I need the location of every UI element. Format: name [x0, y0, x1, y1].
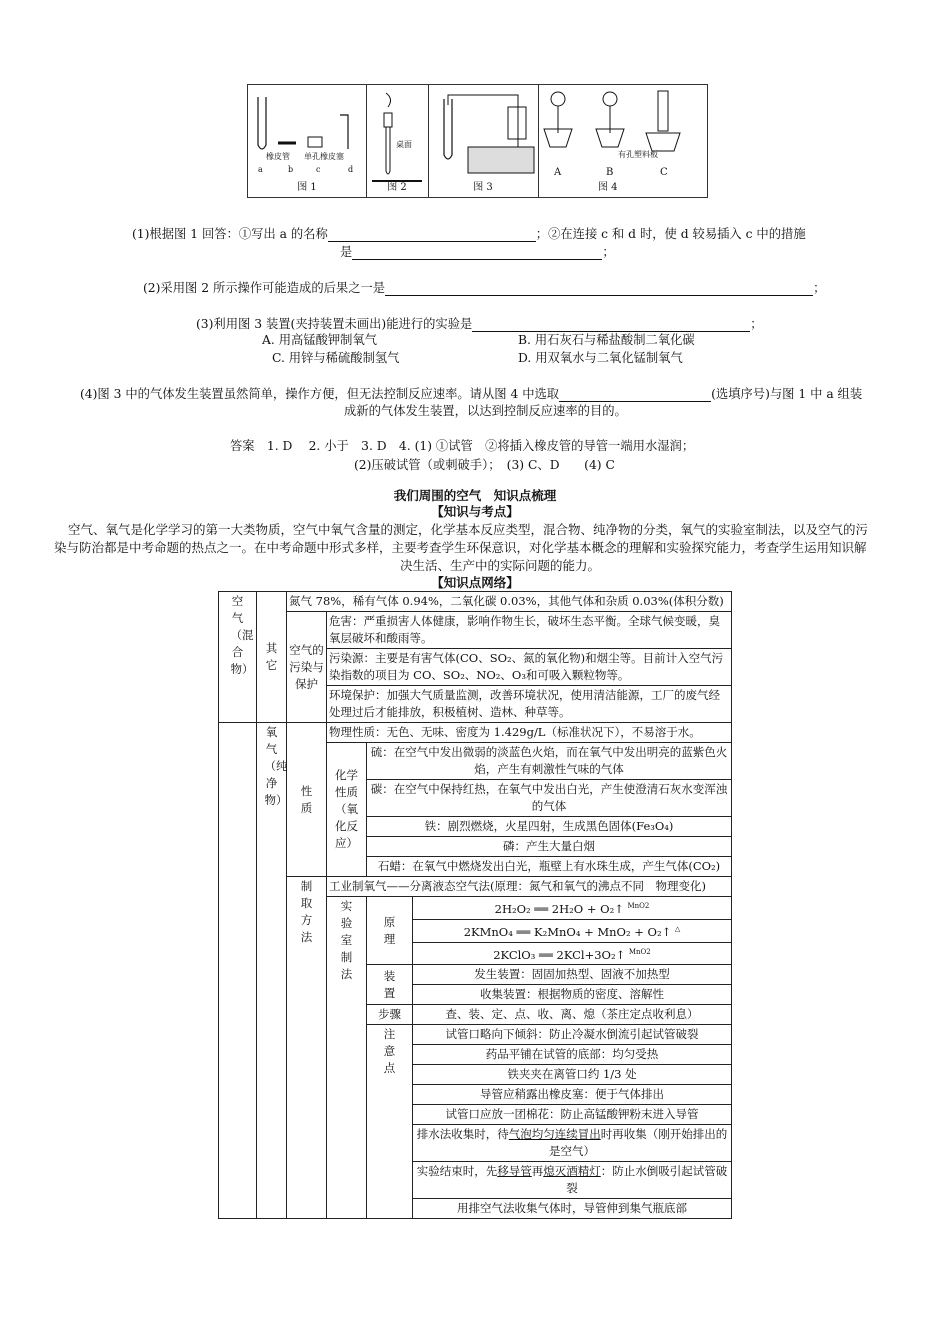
figure-2-panel: [366, 85, 429, 197]
label-plastic-plate: 有孔塑料板: [618, 150, 658, 159]
industrial-cell: 工业制氧气——分离液态空气法(原理：氮气和氧气的沸点不同 物理变化): [327, 877, 732, 897]
device-2-cell: 收集装置：根据物质的密度、溶解性: [413, 985, 732, 1005]
answer-blank-1a[interactable]: [328, 229, 536, 242]
principle-label-cell: 原理: [367, 897, 413, 965]
figure-3-caption: 图 3: [473, 182, 493, 193]
option-b: B. 用石灰石与稀盐酸制二氧化碳: [518, 333, 695, 347]
harm-cell: 危害：严重损害人体健康，影响作物生长，破坏生态平衡。全球气候变暖，臭氧层破坏和酸雨等。: [327, 612, 732, 649]
label-B: B: [606, 167, 614, 178]
note-2-cell: 药品平铺在试管的底部：均匀受热: [413, 1045, 732, 1065]
protect-cell: 环境保护：加强大气质量监测，改善环境状况，使用清洁能源，工厂的废气经处理过后才能排放，积极植树、造林、种草等。: [327, 686, 732, 723]
question-1-cont: 是 ；: [340, 245, 615, 259]
option-a: A. 用高锰酸钾制氧气: [262, 333, 378, 347]
equation-3-cell: 2KClO₃ ══ 2KCl+3O₂↑ $^{MnO2}$: [413, 942, 732, 965]
answer-blank-1b[interactable]: [352, 247, 602, 260]
carbon-cell: 碳：在空气中保持红热，在氧气中发出白光，产生使澄清石灰水变浑浊的气体: [367, 780, 732, 817]
intro-line-1: 空气、氧气是化学学习的第一大类物质，空气中氧气含量的测定，化学基本反应类型，混合物、纯净物的分类，氧气的实验室制法，以及空气的污: [68, 522, 869, 537]
figure-4-drawing: [538, 85, 707, 197]
question-1: (1)根据图 1 回答：①写出 a 的名称 ；②在连接 c 和 d 时，使 d 较易插入 c 中的措施: [132, 227, 806, 241]
table-row: [219, 723, 732, 743]
question-3: (3)利用图 3 装置(夹持装置未画出)能进行的实验是 ；: [196, 317, 763, 331]
note-5-cell: 试管口应放一团棉花：防止高锰酸钾粉末进入导管: [413, 1105, 732, 1125]
equation-1-cell: 2H₂O₂ ══ 2H₂O + O₂↑ $^{MnO2}$: [413, 897, 732, 920]
table-row: [219, 877, 732, 897]
note-8-cell: 用排空气法收集气体时，导管伸到集气瓶底部: [413, 1199, 732, 1219]
note-1-cell: 试管口略向下倾斜：防止冷凝水倒流引起试管破裂: [413, 1025, 732, 1045]
figure-1-caption: 图 1: [297, 182, 317, 193]
answer-key-line1: 答案 1. D 2. 小于 3. D 4. (1) ①试管 ②将插入橡皮管的导管一端用水湿润；: [230, 439, 695, 453]
label-b: b: [288, 165, 294, 174]
wax-cell: 石蜡：在氧气中燃烧发出白光，瓶壁上有水珠生成，产生气体(CO₂): [367, 857, 732, 877]
note-3-cell: 铁夹夹在离管口约 1/3 处: [413, 1065, 732, 1085]
question-4-cont: 成新的气体发生装置，以达到控制反应速率的目的。: [344, 404, 627, 418]
notes-label-cell: 注意点: [367, 1025, 413, 1219]
figure-4-panel: [538, 85, 707, 197]
air-label-cell: 空气（混合物）: [219, 592, 257, 723]
device-1-cell: 发生装置：固固加热型、固液不加热型: [413, 965, 732, 985]
figure-4-caption: 图 4: [598, 182, 618, 193]
other-label-cell: 其它: [257, 592, 287, 723]
note-6-cell: 排水法收集时，待气泡均匀连续冒出时再收集（刚开始排出的是空气）: [413, 1125, 732, 1162]
phosphorus-cell: 磷：产生大量白烟: [367, 837, 732, 857]
composition-cell: 氮气 78%，稀有气体 0.94%，二氧化碳 0.03%，其他气体和杂质 0.03%(体积分数): [287, 592, 732, 612]
apparatus-figure: [247, 84, 708, 198]
source-cell: 污染源：主要是有害气体(CO、SO₂、氮的氧化物)和烟尘等。目前计入空气污染指数的项目为 CO、SO₂、NO₂、O₃和可吸入颗粒物等。: [327, 649, 732, 686]
equation-2-cell: 2KMnO₄ ══ K₂MnO₄ + MnO₂ + O₂↑ △: [413, 919, 732, 942]
answer-key-line2: (2)压破试管（或刺破手）； (3) C、D (4) C: [354, 458, 615, 472]
label-table: 桌面: [396, 140, 412, 149]
lab-label-cell: 实验室制法: [327, 897, 367, 1219]
table-row: [219, 592, 732, 612]
air-spacer-cell: [219, 723, 257, 1219]
label-C: C: [660, 167, 668, 178]
option-c: C. 用锌与稀硫酸制氢气: [272, 351, 400, 365]
label-stopper: 单孔橡皮塞: [304, 152, 344, 161]
iron-cell: 铁：剧烈燃烧，火星四射，生成黑色固体(Fe₃O₄): [367, 817, 732, 837]
sulfur-cell: 硫：在空气中发出微弱的淡蓝色火焰，而在氧气中发出明亮的蓝紫色火焰，产生有刺激性气味的气体: [367, 743, 732, 780]
table-row: [219, 612, 732, 649]
question-4: (4)图 3 中的气体发生装置虽然简单，操作方便，但无法控制反应速率。请从图 4 中选取 (选填序号)与图 1 中 a 组装: [80, 387, 863, 401]
figure-2-caption: 图 2: [387, 182, 407, 193]
figure-3-panel: [428, 85, 539, 197]
section-title: 我们周围的空气 知识点梳理: [393, 488, 557, 503]
intro-line-2: 染与防治都是中考命题的热点之一。在中考命题中形式多样，主要考查学生环保意识，对化学基本概念的理解和实验探究能力，考查学生运用知识解: [54, 540, 867, 555]
chemical-label-cell: 化学性质（氧化反应）: [327, 743, 367, 877]
note-7-cell: 实验结束时，先移导管再熄灭酒精灯：防止水倒吸引起试管破裂: [413, 1162, 732, 1199]
label-c: c: [316, 165, 321, 174]
steps-label-cell: 步骤: [367, 1005, 413, 1025]
pollution-label-cell: 空气的污染与保护: [287, 612, 327, 723]
device-label-cell: 装置: [367, 965, 413, 1005]
label-d: d: [348, 165, 354, 174]
section-subtitle-knowledge: 【知识与考点】: [431, 504, 519, 519]
prep-label-cell: 制取方法: [287, 877, 327, 1219]
note-4-cell: 导管应稍露出橡皮塞：便于气体排出: [413, 1085, 732, 1105]
knowledge-table: [218, 591, 732, 1219]
option-d: D. 用双氧水与二氧化锰制氧气: [518, 351, 683, 365]
label-rubber-tube: 橡皮管: [266, 152, 290, 161]
label-A: A: [554, 167, 562, 178]
oxygen-label-cell: 氧气（纯净物）: [257, 723, 287, 1219]
answer-blank-2[interactable]: [385, 283, 813, 296]
section-subtitle-network: 【知识点网络】: [431, 575, 519, 590]
intro-line-3: 决生活、生产中的实际问题的能力。: [400, 558, 601, 573]
property-label-cell: 性质: [287, 723, 327, 877]
physical-property-cell: 物理性质：无色、无味、密度为 1.429g/L（标准状况下），不易溶于水。: [327, 723, 732, 743]
steps-cell: 查、装、定、点、收、离、熄（茶庄定点收利息）: [413, 1005, 732, 1025]
question-2: (2)采用图 2 所示操作可能造成的后果之一是 ；: [143, 281, 826, 295]
figure-1-panel: [248, 85, 367, 197]
label-a: a: [258, 165, 263, 174]
